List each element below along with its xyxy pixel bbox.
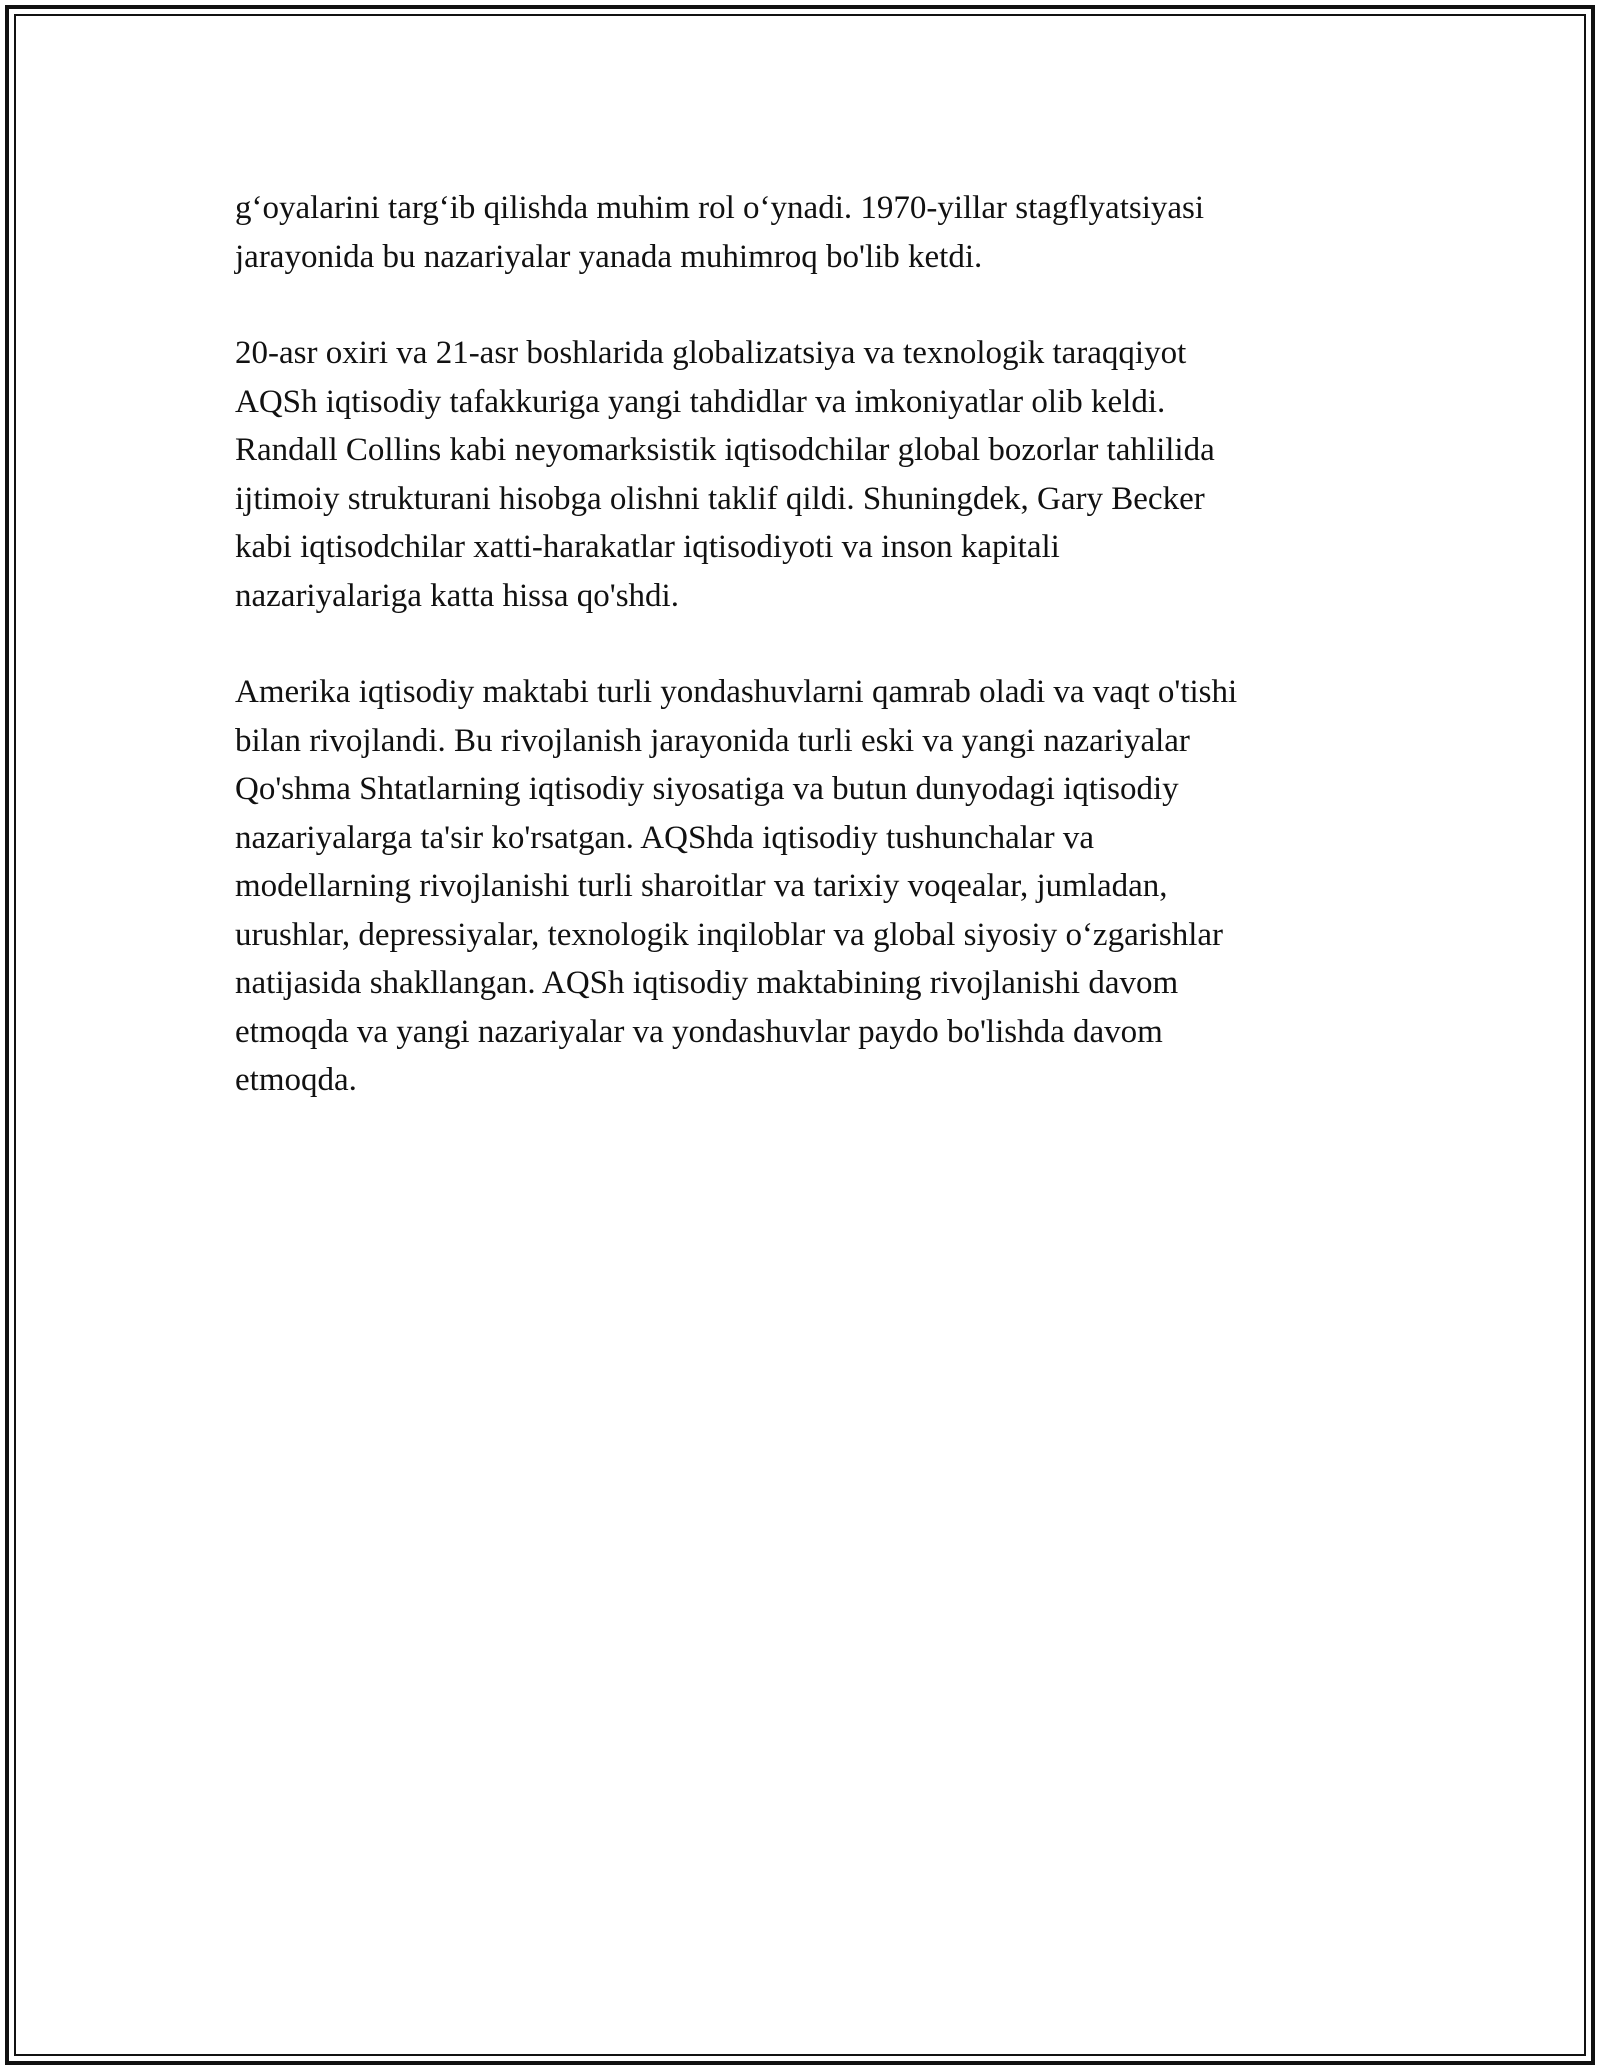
paragraph-1: g‘oyalarini targ‘ib qilishda muhim rol o‘ynadi. 1970-yillar stagflyatsiyasi jarayonida bu nazariyalar yanada muhimroq bo'lib ketdi. [235, 190, 1205, 275]
document-body [235, 184, 1365, 1153]
paragraph-3: Amerika iqtisodiy maktabi turli yondashuvlarni qamrab oladi va vaqt o'tishi bilan rivojlandi. Bu rivojlanish jarayonida turli eski va yangi nazariyalar Qo'shma Shtatlarning iqtisodiy siyosatiga va butun dunyodagi iqtisodiy nazariyalarga ta'sir ko'rsatgan. AQShda iqtisodiy tushunchalar va modellarning rivojlanishi turli sharoitlar va tarixiy voqealar, jumladan, urushlar, depressiyalar, texnologik inqiloblar va global siyosiy o‘zgarishlar natijasida shakllangan. AQSh iqtisodiy maktabining rivojlanishi davom etmoqda va yangi nazariyalar va yondashuvlar paydo bo'lishda davom etmoqda. [235, 674, 1238, 1098]
paragraph-2: 20-asr oxiri va 21-asr boshlarida globalizatsiya va texnologik taraqqiyot AQSh iqtisodiy tafakkuriga yangi tahdidlar va imkoniyatlar olib keldi. Randall Collins kabi neyomarksistik iqtisodchilar global bozorlar tahlilida ijtimoiy strukturani hisobga olishni taklif qildi. Shuningdek, Gary Becker kabi iqtisodchilar xatti-harakatlar iqtisodiyoti va inson kapitali nazariyalariga katta hissa qo'shdi. [235, 335, 1215, 614]
